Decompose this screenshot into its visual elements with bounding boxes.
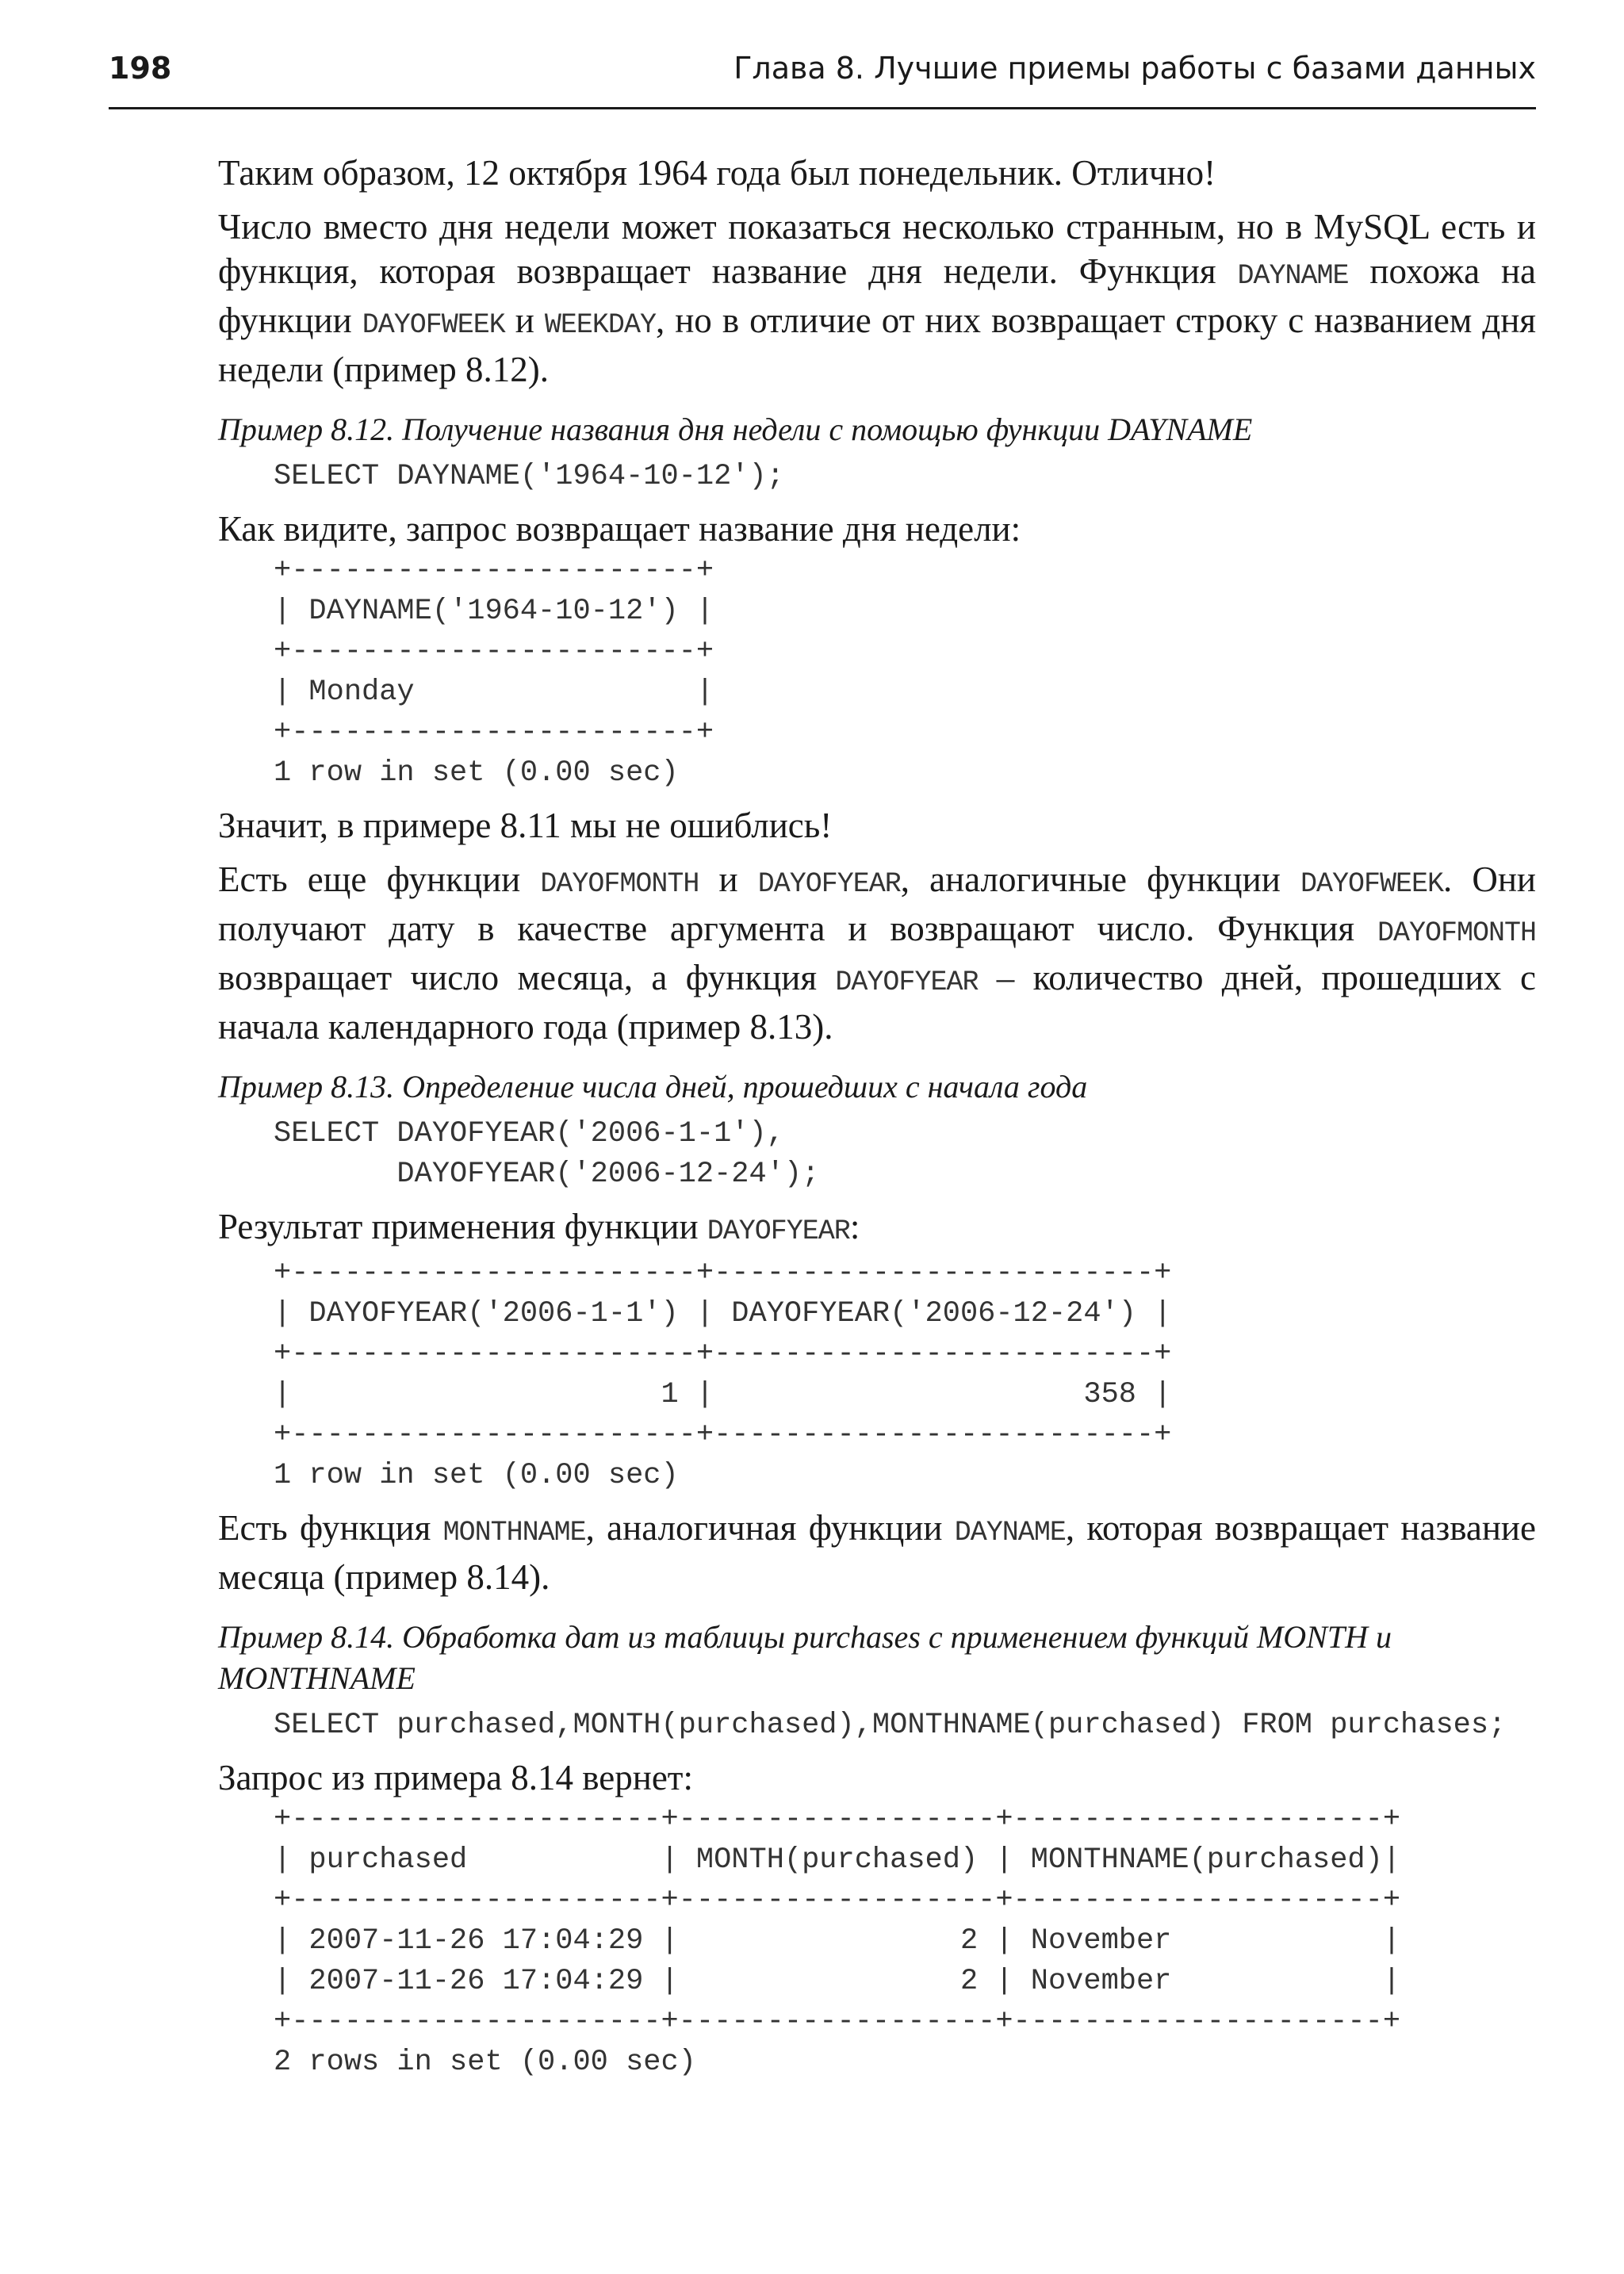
result-line: +-----------------------+ — [274, 554, 714, 588]
code-listing-8-14: SELECT purchased,MONTH(purchased),MONTHNAME(purchased) FROM purchases; — [274, 1709, 1507, 1742]
running-head: Глава 8. Лучшие приемы работы с базами данных — [733, 51, 1536, 86]
inline-code: DAYNAME — [1237, 260, 1349, 292]
inline-code: WEEKDAY — [544, 309, 656, 341]
result-line: +---------------------+------------------+---------------------+ — [274, 2005, 1401, 2039]
text-run: : — [849, 1207, 860, 1246]
text-run: Есть функция — [218, 1508, 443, 1548]
inline-code: DAYOFYEAR — [757, 868, 901, 900]
page-number: 198 — [109, 51, 172, 86]
query-result-8-13 — [274, 1254, 1536, 1496]
paragraph-3: Как видите, запрос возвращает название дня недели: — [218, 509, 1021, 549]
text-run: , аналогичные функции — [900, 859, 1300, 899]
result-line: +-----------------------+-------------------------+ — [274, 1418, 1172, 1452]
text-run: – количество дней, прошедших с начала календарного года (пример 8.13). — [218, 958, 1536, 1047]
paragraph-8: Запрос из примера 8.14 вернет: — [218, 1758, 693, 1797]
example-caption-8-14: Пример 8.14. Обработка дат из таблицы purchases с применением функций MONTH и MONTHNAME — [218, 1619, 1392, 1696]
paragraph-1: Таким образом, 12 октября 1964 года был понедельник. Отлично! — [218, 153, 1216, 193]
result-line: | DAYOFYEAR('2006-1-1') | DAYOFYEAR('2006-12-24') | — [274, 1297, 1172, 1330]
query-result-8-14 — [274, 1800, 1536, 2083]
paragraph-2 — [218, 205, 1536, 392]
result-line: | 2007-11-26 17:04:29 | 2 | November | — [274, 1924, 1401, 1958]
inline-code: DAYOFYEAR — [707, 1215, 850, 1247]
query-result-8-12 — [274, 551, 1536, 794]
text-run: , которая возвращает название месяца (пример 8.14). — [218, 1508, 1536, 1597]
result-line: +-----------------------+ — [274, 716, 714, 749]
inline-code: MONTHNAME — [442, 1517, 586, 1549]
result-line: | DAYNAME('1964-10-12') | — [274, 595, 714, 628]
example-caption-8-12: Пример 8.12. Получение названия дня недели с помощью функции DAYNAME — [218, 412, 1253, 447]
paragraph-4: Значит, в примере 8.11 мы не ошиблись! — [218, 806, 833, 845]
code-listing-8-12: SELECT DAYNAME('1964-10-12'); — [274, 460, 784, 493]
text-run: , аналогичная функции — [585, 1508, 955, 1548]
result-line: | 2007-11-26 17:04:29 | 2 | November | — [274, 1965, 1401, 1998]
page-header — [109, 44, 1536, 109]
text-run: Число вместо дня недели может показаться несколько странным, но в MySQL есть и функция, которая возвращает название дня недели. Функция — [218, 207, 1536, 291]
inline-code: DAYOFMONTH — [540, 868, 699, 900]
text-run: похожа на функции — [218, 251, 1536, 340]
paragraph-5 — [218, 857, 1536, 1049]
result-line: +-----------------------+-------------------------+ — [274, 1257, 1172, 1290]
result-line: +-----------------------+-------------------------+ — [274, 1338, 1172, 1371]
text-run: Результат применения функции — [218, 1207, 707, 1246]
text-run: и — [699, 859, 758, 899]
text-run: и — [504, 301, 545, 340]
result-line: +-----------------------+ — [274, 635, 714, 668]
inline-code: DAYOFMONTH — [1377, 917, 1536, 949]
text-run: Есть еще функции — [218, 859, 541, 899]
inline-code: DAYNAME — [954, 1517, 1066, 1549]
paragraph-7 — [218, 1506, 1536, 1599]
text-run: , но в отличие от них возвращает строку с названием дня недели (пример 8.12). — [218, 301, 1536, 389]
inline-code: DAYOFWEEK — [1300, 868, 1443, 900]
text-run: . Они получают дату в качестве аргумента и возвращают число. Функция — [218, 859, 1536, 948]
result-line: 1 row in set (0.00 sec) — [274, 1459, 679, 1492]
inline-code: DAYOFWEEK — [362, 309, 505, 341]
example-caption-8-13: Пример 8.13. Определение числа дней, прошедших с начала года — [218, 1069, 1088, 1104]
result-line: | Monday | — [274, 676, 714, 709]
result-line: | 1 | 358 | — [274, 1378, 1172, 1411]
result-line: 2 rows in set (0.00 sec) — [274, 2046, 696, 2079]
result-line: +---------------------+------------------+---------------------+ — [274, 1803, 1401, 1836]
page-body — [218, 151, 1536, 2092]
result-line: 1 row in set (0.00 sec) — [274, 756, 679, 790]
paragraph-6 — [218, 1204, 1536, 1254]
code-listing-8-13: SELECT DAYOFYEAR('2006-1-1'), DAYOFYEAR('2006-12-24'); — [274, 1117, 820, 1191]
text-run: возвращает число месяца, а функция — [218, 958, 836, 997]
result-line: +---------------------+------------------+---------------------+ — [274, 1884, 1401, 1917]
result-line: | purchased | MONTH(purchased) | MONTHNAME(purchased)| — [274, 1843, 1401, 1877]
inline-code: DAYOFYEAR — [835, 967, 979, 998]
